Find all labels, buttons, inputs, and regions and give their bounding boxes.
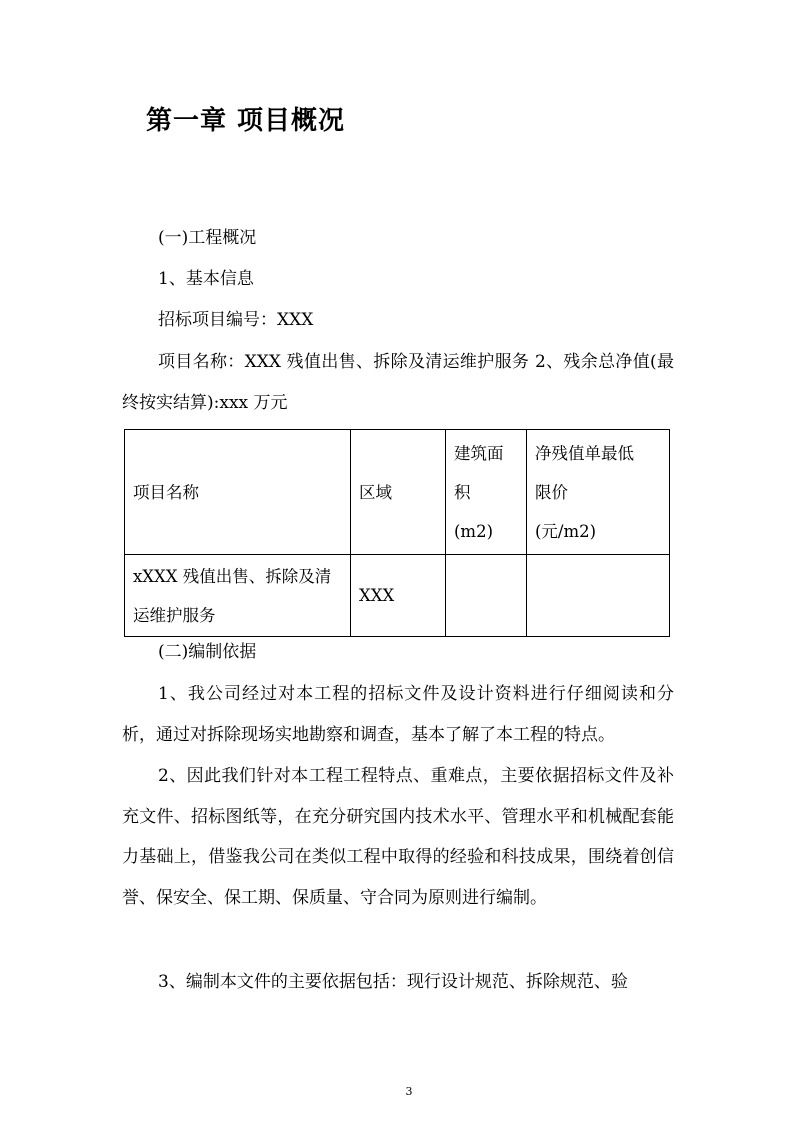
project-intro: 项目名称：XXX 残值出售、拆除及清运维护服务 2、残余总净值(最终按实结算):xxx 万元: [122, 352, 674, 413]
basis-paragraph-3: 3、编制本文件的主要依据包括：现行设计规范、拆除规范、验: [158, 972, 628, 992]
header-price-line1: 净残值单最低: [535, 443, 634, 463]
cell-project-name: xXXX 残值出售、拆除及清运维护服务: [125, 555, 351, 637]
header-price: [527, 430, 670, 555]
project-info-table: [124, 429, 670, 637]
basis-paragraph-2: 2、因此我们针对本工程工程特点、重难点，主要依据招标文件及补充文件、招标图纸等，在充分研究国内技术水平、管理水平和机械配套能力基础上，借鉴我公司在类似工程中取得的经验和科技成果，围绕着创信誉、保安全、保工期、保质量、守合同为原则进行编制。: [122, 766, 674, 908]
basis-paragraph-1: 1、我公司经过对本工程的招标文件及设计资料进行仔细阅读和分析，通过对拆除现场实地勘察和调查，基本了解了本工程的特点。: [122, 684, 674, 745]
cell-area: XXX: [351, 555, 446, 637]
cell-price: [527, 555, 670, 637]
table-header-row: [125, 430, 670, 555]
bid-number: 招标项目编号：XXX: [158, 310, 314, 330]
header-project-name: 项目名称: [125, 430, 351, 555]
header-price-line2: 限价: [535, 482, 568, 502]
section1-subheading: 1、基本信息: [158, 269, 254, 289]
header-building-area-line1: 建筑面: [454, 443, 504, 463]
header-price-line3: (元/m2): [535, 521, 597, 541]
header-building-area: [446, 430, 527, 555]
table-row: [125, 555, 670, 637]
header-building-area-line3: (m2): [454, 521, 494, 541]
header-area: 区域: [351, 430, 446, 555]
cell-building-area: [446, 555, 527, 637]
chapter-title: 第一章 项目概况: [146, 106, 346, 136]
section1-heading: (一)工程概况: [158, 228, 257, 248]
section2-heading: (二)编制依据: [158, 642, 257, 662]
header-building-area-line2: 积: [454, 482, 471, 502]
page-number: 3: [405, 1085, 413, 1098]
